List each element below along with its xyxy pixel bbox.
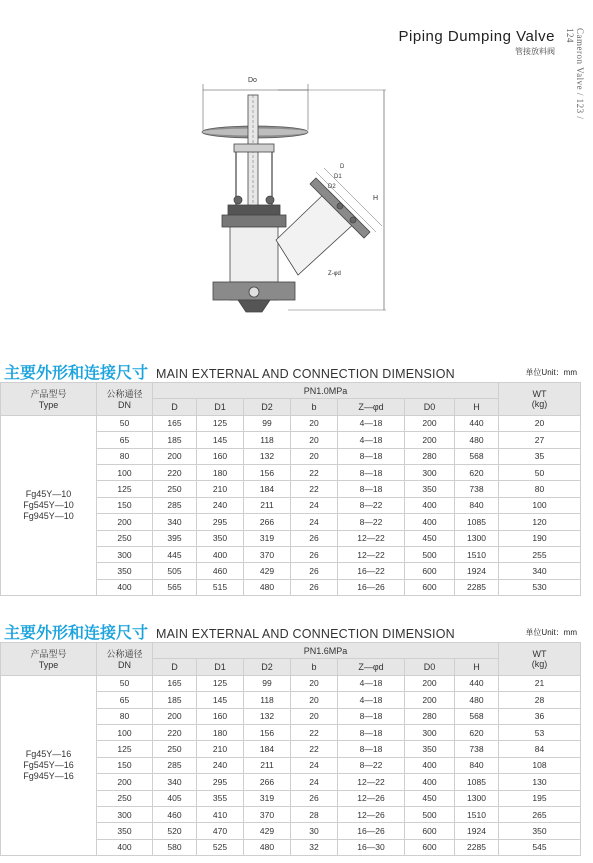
- type-model: Fg545Y—16: [23, 759, 74, 770]
- table-cell: 319: [244, 790, 291, 806]
- table-cell: 211: [244, 757, 291, 773]
- table-body: [1, 415, 581, 595]
- table-cell: 8—18: [338, 481, 405, 497]
- table-cell: 20: [291, 692, 338, 708]
- table-cell: 108: [499, 757, 581, 773]
- col-header: D0: [405, 399, 455, 415]
- table-cell: 350: [97, 823, 153, 839]
- table-cell: 545: [499, 839, 581, 855]
- table-cell: 22: [291, 481, 338, 497]
- table-cell: 80: [499, 481, 581, 497]
- table-cell: 285: [153, 757, 197, 773]
- table-cell: 24: [291, 497, 338, 513]
- table-cell: 53: [499, 724, 581, 740]
- table-cell: 125: [197, 415, 244, 431]
- table-cell: 565: [153, 579, 197, 595]
- table-cell: 80: [97, 708, 153, 724]
- dimension-table-pn16: [0, 642, 581, 856]
- table-cell: 35: [499, 448, 581, 464]
- table-cell: 200: [405, 432, 455, 448]
- table-cell: 600: [405, 563, 455, 579]
- table-cell: 515: [197, 579, 244, 595]
- section-title-en: MAIN EXTERNAL AND CONNECTION DIMENSION: [156, 627, 455, 641]
- table-cell: 145: [197, 692, 244, 708]
- table-cell: 200: [405, 675, 455, 691]
- table-cell: 568: [455, 708, 499, 724]
- section-title-en: MAIN EXTERNAL AND CONNECTION DIMENSION: [156, 367, 455, 381]
- side-page-label: Cameron Valve / 123 / 124: [565, 28, 585, 120]
- table-cell: 295: [197, 774, 244, 790]
- table-cell: 21: [499, 675, 581, 691]
- table-cell: 50: [499, 464, 581, 480]
- table-cell: 145: [197, 432, 244, 448]
- table-cell: 12—26: [338, 806, 405, 822]
- table-cell: 840: [455, 497, 499, 513]
- table-cell: 220: [153, 464, 197, 480]
- table-cell: 445: [153, 546, 197, 562]
- type-cell: [1, 415, 97, 595]
- dim-do-label: Do: [248, 77, 257, 84]
- col-header: b: [291, 399, 338, 415]
- table-cell: 300: [97, 546, 153, 562]
- table-cell: 184: [244, 481, 291, 497]
- table-cell: 118: [244, 432, 291, 448]
- table-cell: 738: [455, 741, 499, 757]
- table-cell: 295: [197, 514, 244, 530]
- table-cell: 300: [405, 464, 455, 480]
- dim-d-label: D: [340, 164, 345, 170]
- col-header: Z—φd: [338, 659, 405, 675]
- table-cell: 20: [291, 708, 338, 724]
- table-cell: 100: [499, 497, 581, 513]
- table-cell: 200: [97, 514, 153, 530]
- table-cell: 400: [97, 579, 153, 595]
- table-cell: 370: [244, 546, 291, 562]
- table-cell: 4—18: [338, 432, 405, 448]
- table-cell: 620: [455, 464, 499, 480]
- table-cell: 8—22: [338, 757, 405, 773]
- table-cell: 395: [153, 530, 197, 546]
- table-cell: 190: [499, 530, 581, 546]
- table-cell: 26: [291, 790, 338, 806]
- table-cell: 16—22: [338, 563, 405, 579]
- table-cell: 28: [499, 692, 581, 708]
- table-cell: 26: [291, 579, 338, 595]
- table-cell: 165: [153, 415, 197, 431]
- table-cell: 22: [291, 724, 338, 740]
- table-cell: 1300: [455, 790, 499, 806]
- table-cell: 132: [244, 448, 291, 464]
- table-cell: 180: [197, 464, 244, 480]
- col-header: H: [455, 399, 499, 415]
- col-header: D: [153, 659, 197, 675]
- table-cell: 350: [197, 530, 244, 546]
- table-cell: 20: [291, 432, 338, 448]
- table-cell: 8—18: [338, 724, 405, 740]
- table-cell: 150: [97, 757, 153, 773]
- table-cell: 200: [405, 415, 455, 431]
- table-cell: 8—18: [338, 741, 405, 757]
- dimension-table-pn10: [0, 382, 581, 596]
- table-cell: 400: [97, 839, 153, 855]
- table-cell: 24: [291, 514, 338, 530]
- table-cell: 319: [244, 530, 291, 546]
- table-cell: 1924: [455, 563, 499, 579]
- table-cell: 200: [153, 448, 197, 464]
- valve-technical-drawing: [188, 60, 388, 320]
- col-header: H: [455, 659, 499, 675]
- col-header: D2: [244, 399, 291, 415]
- table-cell: 150: [97, 497, 153, 513]
- table-cell: 400: [405, 757, 455, 773]
- table-cell: 620: [455, 724, 499, 740]
- table-cell: 99: [244, 675, 291, 691]
- table-cell: 250: [153, 741, 197, 757]
- table-cell: 480: [455, 432, 499, 448]
- table-cell: 460: [153, 806, 197, 822]
- table-row: [1, 675, 581, 691]
- table-cell: 28: [291, 806, 338, 822]
- table-cell: 100: [97, 464, 153, 480]
- table-cell: 525: [197, 839, 244, 855]
- table-cell: 125: [97, 741, 153, 757]
- table-cell: 350: [405, 481, 455, 497]
- table-cell: 370: [244, 806, 291, 822]
- table-cell: 195: [499, 790, 581, 806]
- table-cell: 20: [499, 415, 581, 431]
- table-cell: 285: [153, 497, 197, 513]
- table-cell: 530: [499, 579, 581, 595]
- table-cell: 600: [405, 823, 455, 839]
- table-cell: 20: [291, 415, 338, 431]
- col-header: D1: [197, 399, 244, 415]
- table-cell: 12—22: [338, 546, 405, 562]
- table-cell: 50: [97, 675, 153, 691]
- table-cell: 22: [291, 464, 338, 480]
- table-cell: 100: [97, 724, 153, 740]
- table-cell: 440: [455, 415, 499, 431]
- table-cell: 240: [197, 497, 244, 513]
- section-title: [4, 620, 455, 642]
- table-cell: 125: [97, 481, 153, 497]
- col-header: Z—φd: [338, 399, 405, 415]
- table-cell: 132: [244, 708, 291, 724]
- table-cell: 99: [244, 415, 291, 431]
- table-cell: 405: [153, 790, 197, 806]
- table-cell: 250: [97, 530, 153, 546]
- table-cell: 350: [499, 823, 581, 839]
- table-cell: 240: [197, 757, 244, 773]
- table-cell: 65: [97, 692, 153, 708]
- table-cell: 568: [455, 448, 499, 464]
- table-cell: 400: [405, 514, 455, 530]
- table-cell: 185: [153, 692, 197, 708]
- table-cell: 738: [455, 481, 499, 497]
- table-cell: 400: [405, 774, 455, 790]
- table-cell: 160: [197, 708, 244, 724]
- table-cell: 280: [405, 708, 455, 724]
- table-cell: 450: [405, 790, 455, 806]
- table-cell: 350: [405, 741, 455, 757]
- table-cell: 460: [197, 563, 244, 579]
- table-cell: 36: [499, 708, 581, 724]
- table-cell: 355: [197, 790, 244, 806]
- table-cell: 200: [153, 708, 197, 724]
- table-cell: 840: [455, 757, 499, 773]
- table-cell: 27: [499, 432, 581, 448]
- table-cell: 266: [244, 514, 291, 530]
- table-cell: 165: [153, 675, 197, 691]
- table-cell: 410: [197, 806, 244, 822]
- table-cell: 440: [455, 675, 499, 691]
- product-title-en: Piping Dumping Valve: [398, 28, 555, 45]
- table-cell: 400: [405, 497, 455, 513]
- type-model: Fg545Y—10: [23, 499, 74, 510]
- type-cell: [1, 675, 97, 855]
- table-cell: 8—18: [338, 448, 405, 464]
- table-cell: 12—26: [338, 790, 405, 806]
- table-cell: 500: [405, 806, 455, 822]
- type-model: Fg45Y—10: [25, 488, 72, 499]
- table-cell: 4—18: [338, 415, 405, 431]
- table-body: [1, 675, 581, 855]
- unit-label: 单位Unit：mm: [525, 628, 577, 637]
- col-header: D2: [244, 659, 291, 675]
- table-cell: 65: [97, 432, 153, 448]
- table-cell: 300: [97, 806, 153, 822]
- table-cell: 211: [244, 497, 291, 513]
- table-cell: 130: [499, 774, 581, 790]
- table-cell: 200: [405, 692, 455, 708]
- table-cell: 8—18: [338, 708, 405, 724]
- table-cell: 1510: [455, 546, 499, 562]
- table-cell: 24: [291, 757, 338, 773]
- section-title: [4, 360, 455, 382]
- table-cell: 340: [153, 514, 197, 530]
- table-cell: 32: [291, 839, 338, 855]
- table-cell: 429: [244, 563, 291, 579]
- table-cell: 16—26: [338, 823, 405, 839]
- table-cell: 266: [244, 774, 291, 790]
- dimension-section-pn10: [0, 360, 593, 600]
- table-cell: 255: [499, 546, 581, 562]
- dim-d2-label: D2: [328, 184, 336, 190]
- table-cell: 1510: [455, 806, 499, 822]
- table-cell: 340: [499, 563, 581, 579]
- table-cell: 26: [291, 546, 338, 562]
- table-cell: 600: [405, 839, 455, 855]
- table-cell: 340: [153, 774, 197, 790]
- table-cell: 20: [291, 448, 338, 464]
- product-title-cn: 管接放料阀: [515, 47, 555, 56]
- table-cell: 184: [244, 741, 291, 757]
- col-header: D: [153, 399, 197, 415]
- col-header: D0: [405, 659, 455, 675]
- table-cell: 120: [499, 514, 581, 530]
- table-cell: 480: [244, 839, 291, 855]
- table-cell: 250: [153, 481, 197, 497]
- table-cell: 22: [291, 741, 338, 757]
- table-cell: 26: [291, 563, 338, 579]
- section-title-cn: 主要外形和连接尺寸: [4, 623, 149, 642]
- table-cell: 4—18: [338, 692, 405, 708]
- col-header: b: [291, 659, 338, 675]
- table-cell: 1085: [455, 514, 499, 530]
- table-row: [1, 415, 581, 431]
- type-model: Fg945Y—16: [23, 770, 74, 781]
- table-cell: 1924: [455, 823, 499, 839]
- table-cell: 400: [197, 546, 244, 562]
- table-cell: 84: [499, 741, 581, 757]
- dim-h-label: H: [373, 195, 379, 202]
- pressure-header: PN1.0MPa: [153, 383, 499, 399]
- table-cell: 210: [197, 741, 244, 757]
- table-cell: 125: [197, 675, 244, 691]
- table-cell: 4—18: [338, 675, 405, 691]
- table-cell: 580: [153, 839, 197, 855]
- table-cell: 505: [153, 563, 197, 579]
- type-model: Fg945Y—10: [23, 510, 74, 521]
- dn-header: 公称通径 DN: [97, 383, 153, 416]
- table-cell: 350: [97, 563, 153, 579]
- table-cell: 265: [499, 806, 581, 822]
- table-cell: 500: [405, 546, 455, 562]
- table-cell: 1300: [455, 530, 499, 546]
- type-header: 产品型号 Type: [1, 383, 97, 416]
- table-cell: 2285: [455, 579, 499, 595]
- table-cell: 160: [197, 448, 244, 464]
- type-header: 产品型号 Type: [1, 643, 97, 676]
- table-cell: 8—22: [338, 514, 405, 530]
- table-cell: 480: [244, 579, 291, 595]
- table-cell: 600: [405, 579, 455, 595]
- table-cell: 180: [197, 724, 244, 740]
- table-cell: 16—30: [338, 839, 405, 855]
- table-cell: 16—26: [338, 579, 405, 595]
- table-cell: 520: [153, 823, 197, 839]
- unit-label: 单位Unit：mm: [525, 368, 577, 377]
- table-cell: 12—22: [338, 774, 405, 790]
- table-cell: 280: [405, 448, 455, 464]
- table-cell: 185: [153, 432, 197, 448]
- type-model: Fg45Y—16: [25, 748, 72, 759]
- dim-z-label: Z-φd: [328, 271, 341, 277]
- table-cell: 429: [244, 823, 291, 839]
- wt-header: WT (kg): [499, 643, 581, 676]
- section-title-cn: 主要外形和连接尺寸: [4, 363, 149, 382]
- dn-header: 公称通径 DN: [97, 643, 153, 676]
- table-cell: 2285: [455, 839, 499, 855]
- table-cell: 480: [455, 692, 499, 708]
- table-cell: 50: [97, 415, 153, 431]
- table-cell: 30: [291, 823, 338, 839]
- table-cell: 156: [244, 724, 291, 740]
- table-cell: 470: [197, 823, 244, 839]
- table-cell: 210: [197, 481, 244, 497]
- table-cell: 20: [291, 675, 338, 691]
- table-cell: 200: [97, 774, 153, 790]
- wt-header: WT (kg): [499, 383, 581, 416]
- col-header: D1: [197, 659, 244, 675]
- dim-d1-label: D1: [334, 174, 342, 180]
- table-cell: 8—22: [338, 497, 405, 513]
- dimension-section-pn16: [0, 620, 593, 863]
- table-cell: 156: [244, 464, 291, 480]
- pressure-header: PN1.6MPa: [153, 643, 499, 659]
- table-cell: 1085: [455, 774, 499, 790]
- table-cell: 118: [244, 692, 291, 708]
- table-cell: 80: [97, 448, 153, 464]
- table-cell: 250: [97, 790, 153, 806]
- table-cell: 220: [153, 724, 197, 740]
- table-cell: 26: [291, 530, 338, 546]
- table-cell: 8—18: [338, 464, 405, 480]
- table-cell: 450: [405, 530, 455, 546]
- table-cell: 300: [405, 724, 455, 740]
- table-cell: 24: [291, 774, 338, 790]
- table-cell: 12—22: [338, 530, 405, 546]
